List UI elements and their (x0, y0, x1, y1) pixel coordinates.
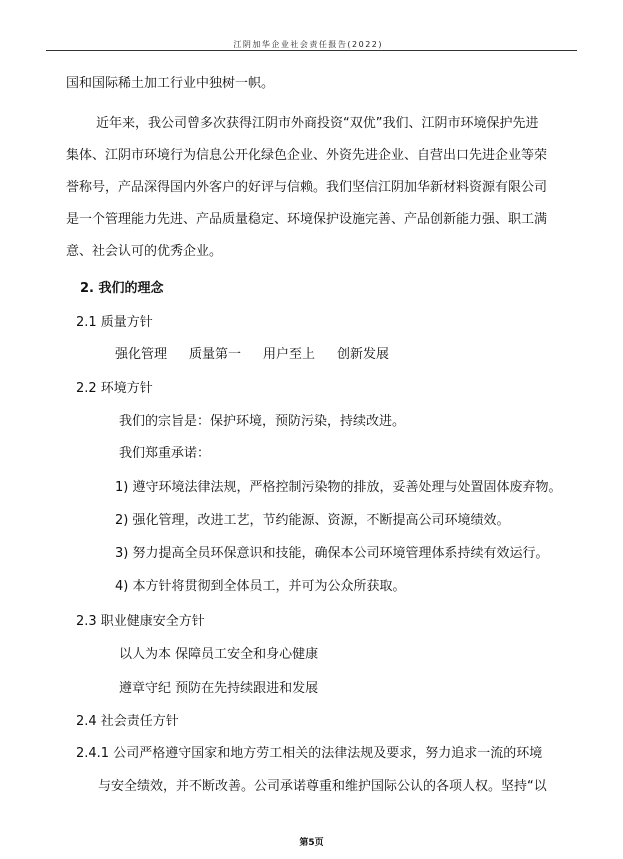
safety-policy-line-2: 遵章守纪 预防在先持续跟进和发展 (119, 681, 319, 696)
quality-item: 创新发展 (337, 347, 390, 362)
report-header: 江阴加华企业社会责任报告(2022) (233, 40, 383, 49)
commitment-item-3: 3) 努力提高全员环保意识和技能，确保本公司环境管理体系持续有效运行。 (115, 546, 549, 561)
commitment-item-1: 1) 遵守环境法律法规，严格控制污染物的排放，妥善处理与处置固体废弃物。 (115, 480, 562, 495)
section-2-2-heading: 2.2 环境方针 (76, 381, 153, 396)
section-2-3-heading: 2.3 职业健康安全方针 (76, 614, 205, 629)
quality-policy-items (115, 347, 389, 363)
paragraph-recent-line-4: 是一个管理能力先进、产品质量稳定、环境保护设施完善、产品创新能力强、职工满 (66, 212, 548, 227)
section-2-4-1-line-2: 与安全绩效，并不断改善。公司承诺尊重和维护国际公认的各项人权。坚持“以 (98, 779, 547, 794)
environment-purpose: 我们的宗旨是：保护环境，预防污染，持续改进。 (119, 414, 406, 429)
quality-item: 强化管理 (115, 347, 168, 362)
header-divider (46, 50, 577, 51)
section-2-1-heading: 2.1 质量方针 (76, 315, 153, 330)
commitment-item-4: 4) 本方针将贯彻到全体员工，并可为公众所获取。 (115, 579, 406, 594)
section-2-4-heading: 2.4 社会责任方针 (76, 714, 179, 729)
paragraph-recent-line-3: 誉称号，产品深得国内外客户的好评与信赖。我们坚信江阴加华新材料资源有限公司 (66, 180, 548, 195)
page-number: 第5页 (299, 838, 324, 848)
quality-item: 质量第一 (189, 347, 242, 362)
paragraph-recent-line-1: 近年来，我公司曾多次获得江阴市外商投资“双优”我们、江阴市环境保护先进 (96, 116, 539, 131)
safety-policy-line-1: 以人为本 保障员工安全和身心健康 (119, 647, 319, 662)
environment-commitment-intro: 我们郑重承诺： (119, 446, 211, 461)
paragraph-continuation: 国和国际稀土加工行业中独树一帜。 (66, 76, 275, 91)
paragraph-recent-line-5: 意、社会认可的优秀企业。 (66, 244, 223, 259)
section-2-heading: 2. 我们的理念 (80, 281, 164, 296)
commitment-item-2: 2) 强化管理，改进工艺，节约能源、资源，不断提高公司环境绩效。 (115, 513, 510, 528)
section-2-4-1-line-1: 2.4.1 公司严格遵守国家和地方劳工相关的法律法规及要求，努力追求一流的环境 (76, 746, 543, 761)
quality-item: 用户至上 (263, 347, 316, 362)
paragraph-recent-line-2: 集体、江阴市环境行为信息公开化绿色企业、外资先进企业、自营出口先进企业等荣 (66, 148, 548, 163)
